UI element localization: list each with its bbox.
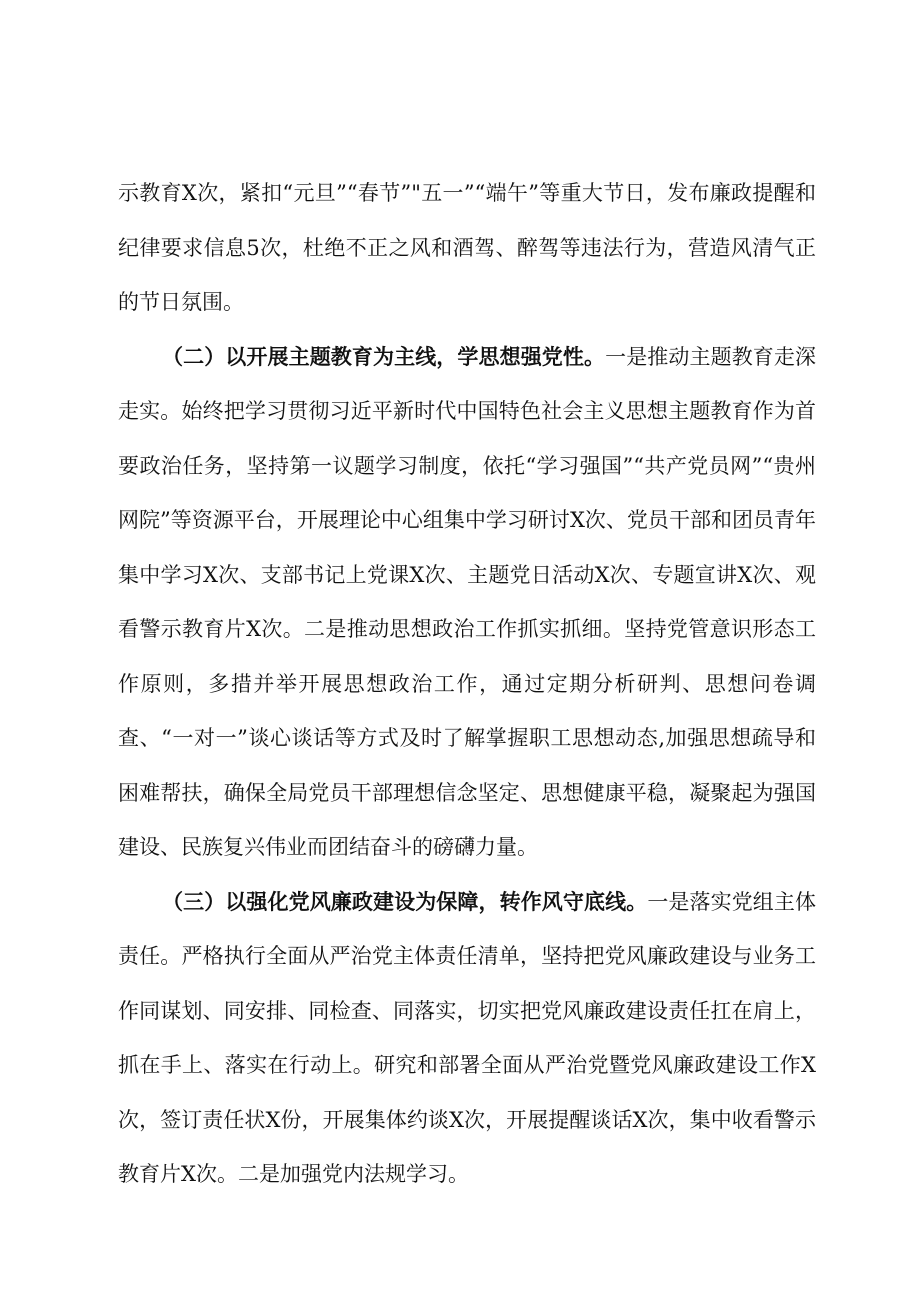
section-heading: （二）以开展主题教育为主线，学思想强党性。 [162, 343, 606, 369]
paragraph-body: 一是落实党组主体责任。严格执行全面从严治党主体责任清单，坚持把党风廉政建设与业务工作同谋划、同安排、同检查、同落实，切实把党风廉政建设责任扛在肩上，抓在手上、落实在行动上。研究和部署全面从严治党暨党风廉政建设工作X次，签订责任状X份，开展集体约谈X次，开展提醒谈话X次，集中收看警示教育片X次。二是加强党内法规学习。 [118, 889, 817, 1186]
paragraph-section-2 [118, 330, 816, 875]
document-body [118, 166, 816, 1202]
paragraph-body: 一是推动主题教育走深走实。始终把学习贯彻习近平新时代中国特色社会主义思想主题教育作为首要政治任务，坚持第一议题学习制度，依托“学习强国”“共产党员网”“贵州网院”等资源平台，开展理论中心组集中学习研讨X次、党员干部和团员青年集中学习X次、支部书记上党课X次、主题党日活动X次、专题宣讲X次、观看警示教育片X次。二是推动思想政治工作抓实抓细。坚持党管意识形态工作原则，多措并举开展思想政治工作，通过定期分析研判、思想问卷调查、“一对一”谈心谈话等方式及时了解掌握职工思想动态,加强思想疏导和困难帮扶，确保全局党员干部理想信念坚定、思想健康平稳，凝聚起为强国建设、民族复兴伟业而团结奋斗的磅礴力量。 [118, 344, 817, 859]
paragraph-section-3 [118, 875, 816, 1202]
paragraph-body: 示教育X次，紧扣“元旦”“春节”"五一”“端午”等重大节日，发布廉政提醒和纪律要求信息5次，杜绝不正之风和酒驾、醉驾等违法行为，营造风清气正的节日氛围。 [118, 181, 816, 314]
paragraph-continuation [118, 166, 816, 330]
section-heading: （三）以强化党风廉政建设为保障，转作风守底线。 [162, 888, 648, 914]
